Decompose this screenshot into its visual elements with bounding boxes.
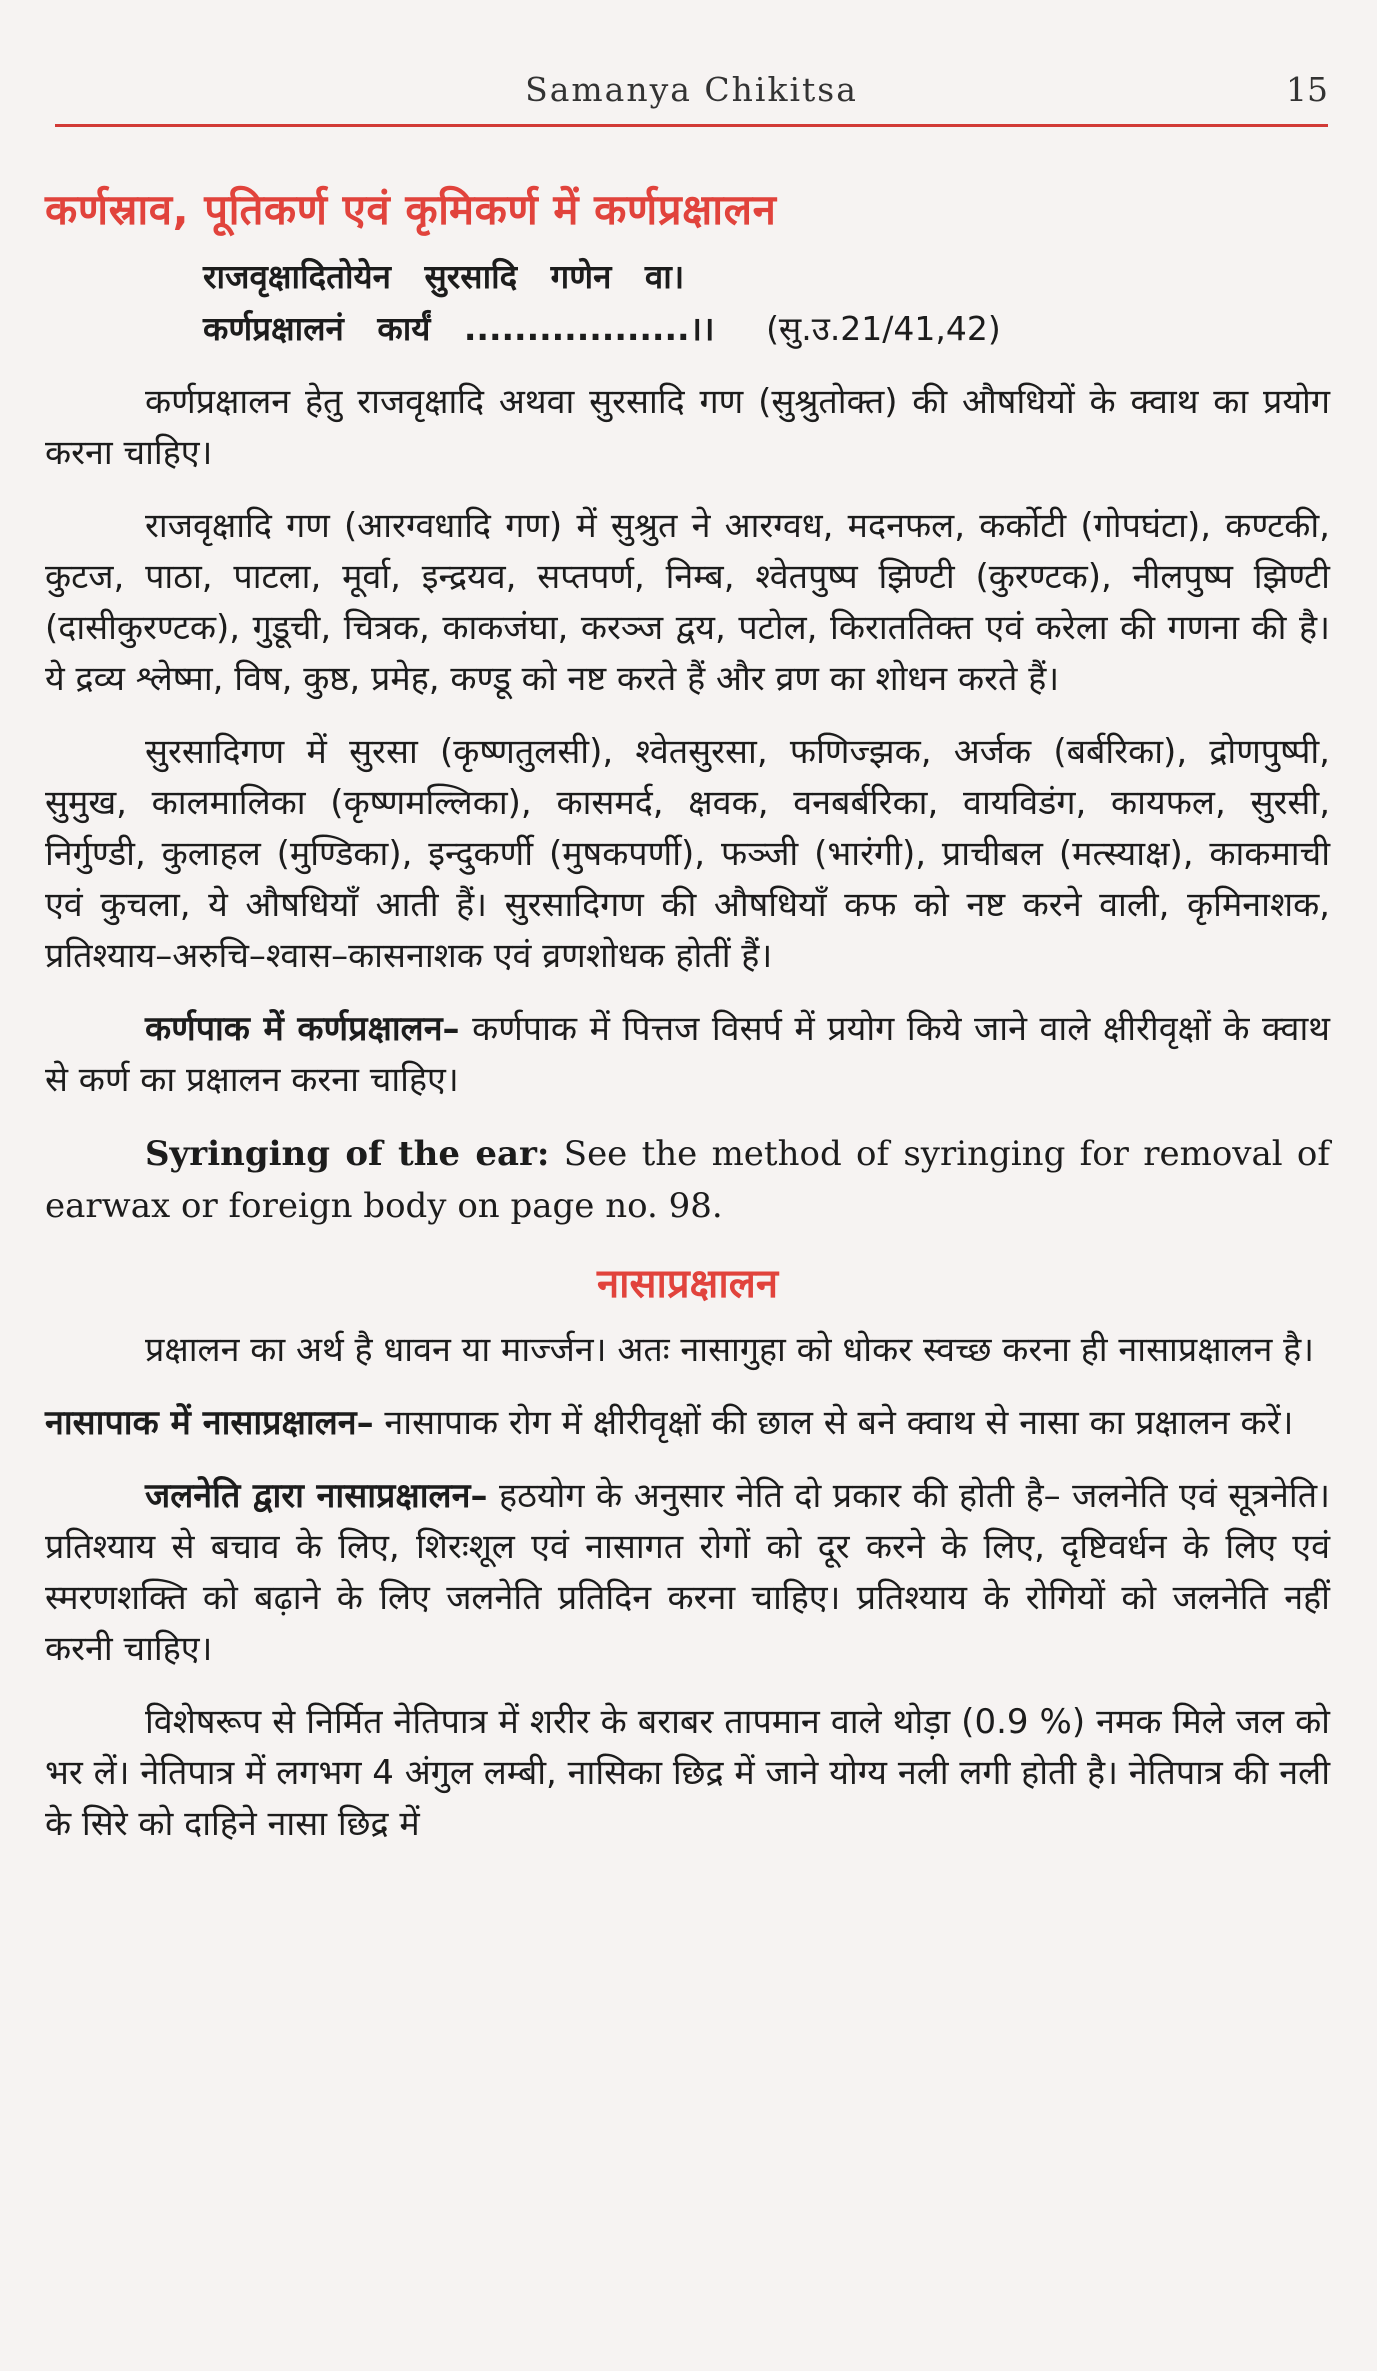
- paragraph: सुरसादिगण में सुरसा (कृष्णतुलसी), श्वेतसुरसा, फणिज्झक, अर्जक (बर्बरिका), द्रोणपुष्पी, सुमुख, कालमालिका (कृष्णमल्लिका), कासमर्द, क्षवक, वनबर्बरिका, वायविडंग, कायफल, सुरसी, निर्गुण्डी, कुलाहल (मुण्डिका), इन्दुकर्णी (मुषकपर्णी), फञ्जी (भारंगी), प्राचीबल (मत्स्याक्ष), काकमाची एवं कुचला, ये औषधियाँ आती हैं। सुरसादिगण की औषधियाँ कफ को नष्ट करने वाली, कृमिनाशक, प्रतिश्याय–अरुचि–श्वास–कासनाशक एवं व्रणशोधक होतीं हैं।: [45, 732, 1330, 976]
- paragraph-text: कर्णपाक में पित्तज विसर्प में प्रयोग किये जाने वाले क्षीरीवृक्षों के क्वाथ से कर्ण का प्रक्षालन करना चाहिए।: [45, 1009, 1330, 1100]
- paragraph-jalneti: [45, 1471, 1330, 1675]
- paragraph-lead: कर्णपाक में कर्णप्रक्षालन–: [145, 1009, 460, 1049]
- page-number: 15: [1286, 70, 1328, 109]
- english-note: [45, 1128, 1330, 1232]
- paragraph: कर्णप्रक्षालन हेतु राजवृक्षादि अथवा सुरसादि गण (सुश्रुतोक्त) की औषधियों के क्वाथ का प्रयोग करना चाहिए।: [45, 382, 1330, 473]
- page-body: [45, 180, 1330, 1850]
- section-heading-nasaprakshalan: नासाप्रक्षालन: [596, 1261, 779, 1307]
- verse-line-2-text: कर्णप्रक्षालनं कार्यं ..................।।: [203, 309, 715, 348]
- paragraph-nasapak: [45, 1398, 1330, 1449]
- verse-line-1: राजवृक्षादितोयेन सुरसादि गणेन वा।: [203, 257, 685, 296]
- paragraph-text: हठयोग के अनुसार नेति दो प्रकार की होती है– जलनेति एवं सूत्रनेति। प्रतिश्याय से बचाव के लिए, शिरःशूल एवं नासागत रोगों को दूर करने के लिए, दृष्टिवर्धन के लिए एवं स्मरणशक्ति को बढ़ाने के लिए जलनेति प्रतिदिन करना चाहिए। प्रतिश्याय के रोगियों को जलनेति नहीं करनी चाहिए।: [45, 1476, 1330, 1669]
- english-note-text: See the method of syringing for removal of earwax or foreign body on page no. 98.: [45, 1134, 1330, 1226]
- sanskrit-verse: [203, 251, 1330, 355]
- paragraph-karnapak: [45, 1004, 1330, 1106]
- paragraph-text: नासापाक रोग में क्षीरीवृक्षों की छाल से बने क्वाथ से नासा का प्रक्षालन करें।: [373, 1403, 1294, 1443]
- paragraph: प्रक्षालन का अर्थ है धावन या मार्ज्जन। अतः नासागुहा को धोकर स्वच्छ करना ही नासाप्रक्षालन है।: [145, 1330, 1315, 1370]
- book-title: Samanya Chikitsa: [525, 70, 858, 109]
- paragraph: विशेषरूप से निर्मित नेतिपात्र में शरीर के बराबर तापमान वाले थोड़ा (0.9 %) नमक मिले जल को भर लें। नेतिपात्र में लगभग 4 अंगुल लम्बी, नासिका छिद्र में जाने योग्य नली लगी होती है। नेतिपात्र की नली के सिरे को दाहिने नासा छिद्र में: [45, 1702, 1330, 1844]
- section-heading-karnaprakshalan: कर्णस्राव, पूतिकर्ण एवं कृमिकर्ण में कर्णप्रक्षालन: [45, 185, 777, 234]
- verse-line-2: [203, 303, 1330, 355]
- paragraph-lead: जलनेति द्वारा नासाप्रक्षालन–: [145, 1476, 488, 1516]
- paragraph: राजवृक्षादि गण (आरग्वधादि गण) में सुश्रुत ने आरग्वध, मदनफल, कर्कोटी (गोपघंटा), कण्टकी, कुटज, पाठा, पाटला, मूर्वा, इन्द्रयव, सप्तपर्ण, निम्ब, श्वेतपुष्प झिण्टी (कुरण्टक), नीलपुष्प झिण्टी (दासीकुरण्टक), गुडूची, चित्रक, काकजंघा, करञ्ज द्वय, पटोल, किराततिक्त एवं करेला की गणना की है। ये द्रव्य श्लेष्मा, विष, कुष्ठ, प्रमेह, कण्डू को नष्ट करते हैं और व्रण का शोधन करते हैं।: [45, 506, 1330, 699]
- english-note-lead: Syringing of the ear:: [145, 1134, 550, 1174]
- paragraph-lead: नासापाक में नासाप्रक्षालन–: [45, 1403, 374, 1443]
- header-rule: [55, 124, 1328, 127]
- verse-reference: (सु.उ.21/41,42): [766, 309, 1001, 348]
- running-header: [55, 62, 1328, 132]
